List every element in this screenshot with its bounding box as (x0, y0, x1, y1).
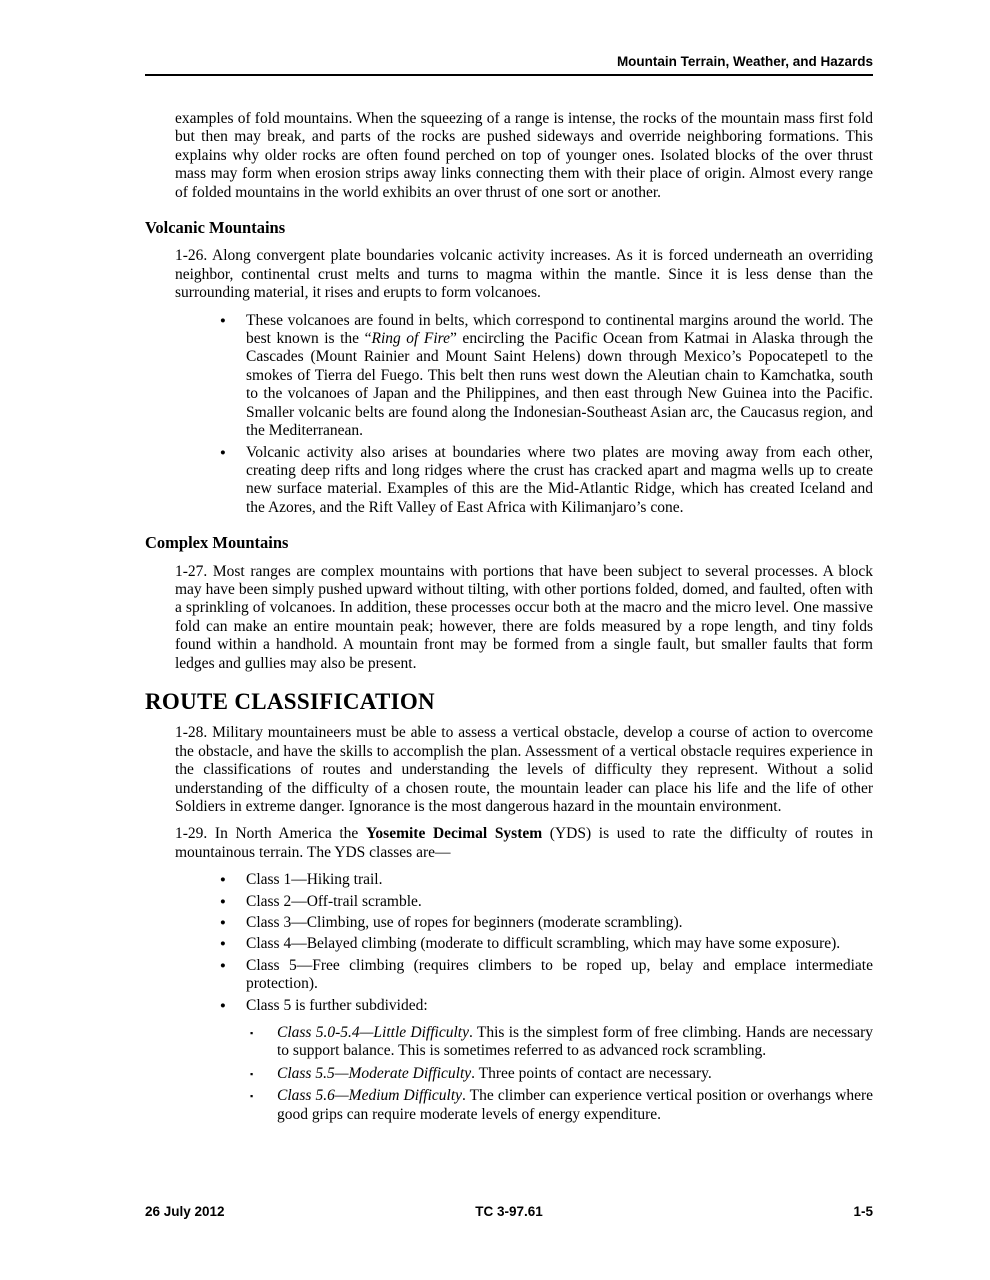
paragraph-1-26: 1-26. Along convergent plate boundaries volcanic activity increases. As it is forced underneath an overriding neighbor, continental crust melts and turns to magma within the mantle. Since it is less dense than the surrounding material, it rises and erupts to form volcanoes. (175, 247, 873, 302)
text-segment: ” encircling the Pacific Ocean from Katmai in Alaska through the Cascades (Mount Rainier and Mount Saint Helens) down through Mexico’s Popocatepetl to the smokes of Tierra del Fuego. This belt then runs west down the Aleutian chain to Kamchatka, south to the volcanoes of Japan and the Philippines, and then east through New Guinea into the Pacific. Smaller volcanic belts are found along the Indonesian-Southeast Asian arc, the Caucasus region, and the Mediterranean. (246, 330, 873, 440)
heading-volcanic-mountains: Volcanic Mountains (145, 218, 286, 238)
list-item-class-5 (220, 957, 873, 994)
list-item-rift-valleys (220, 444, 873, 518)
square-bullet-icon: ▪ (250, 1028, 254, 1039)
text-segment-italic: Class 5.6—Medium Difficulty (277, 1087, 463, 1105)
text-segment: These volcanoes are found in belts, which correspond to continental margins around the world. The best known is the “ (246, 311, 873, 348)
list-item-text (277, 1024, 873, 1061)
header-title: Mountain Terrain, Weather, and Hazards (616, 54, 873, 69)
list-item-text: Class 2—Off-trail scramble. (246, 892, 422, 910)
list-item-class-1 (220, 871, 873, 889)
round-bullet-icon: ● (220, 875, 226, 886)
heading-route-classification: ROUTE CLASSIFICATION (145, 688, 435, 714)
paragraph-1-28: 1-28. Military mountaineers must be able to assess a vertical obstacle, develop a course of action to overcome the obstacle, and have the skills to accomplish the plan. Assessment of a vertical obstacle requires experience in the classifications of routes and understanding the levels of difficulty they represent. Without a solid understanding of the difficulty of a chosen route, the mountain leader can place his life and the life of other Soldiers in extreme danger. Ignorance is the most dangerous hazard in the mountain environment. (175, 724, 873, 815)
sublist-item-class-5-6 (250, 1087, 873, 1124)
list-item-text: Class 5—Free climbing (requires climbers to be roped up, belay and emplace intermediate protection). (246, 956, 873, 993)
paragraph-1-27: 1-27. Most ranges are complex mountains with portions that have been subject to several processes. A block may have been simply pushed upward without tilting, with other portions folded, domed, and faulted, often with a sprinkling of volcanoes. In addition, these processes occur both at the macro and the micro level. One massive fold can make an entire mountain peak; however, there are folds measured by a rope length, and tiny folds found within a handhold. A mountain front may be formed from a single fault, but smaller faults that form ledges and gullies may also be present. (175, 562, 873, 672)
list-item-text: Class 4—Belayed climbing (moderate to difficult scrambling, which may have some exposure). (246, 935, 841, 953)
round-bullet-icon: ● (220, 939, 226, 950)
text-segment-italic: Ring of Fire (371, 330, 451, 348)
sublist-item-class-5-0-5-4 (250, 1024, 873, 1061)
paragraph-fold-mountains: examples of fold mountains. When the squeezing of a range is intense, the rocks of the mountain mass first fold but then may break, and parts of the rocks are pushed sideways and override neighboring formations. This explains why older rocks are often found perched on top of younger ones. Isolated blocks of the over thrust mass may form when erosion strips away links connecting them with their place of origin. Almost every range of folded mountains in the world exhibits an over thrust of one sort or another. (175, 110, 873, 201)
page-header (145, 54, 873, 76)
list-item-text: Volcanic activity also arises at boundaries where two plates are moving away from each other, creating deep rifts and long ridges where the crust has cracked apart and magma wells up to create new surface material. Examples of this are the Mid-Atlantic Ridge, which has created Iceland and the Azores, and the Rift Valley of East Africa with Kilimanjaro’s cone. (246, 443, 873, 516)
list-item-text (246, 312, 873, 441)
text-segment-bold: Yosemite Decimal System (365, 825, 543, 843)
round-bullet-icon: ● (220, 447, 226, 458)
footer-page-number: 1-5 (853, 1204, 873, 1219)
text-segment: (YDS) is used to rate the difficulty of routes in mountainous terrain. The YDS classes are— (175, 825, 873, 861)
list-item-ring-of-fire (220, 312, 873, 441)
list-item-text (277, 1087, 873, 1124)
text-segment: . The climber can experience vertical position or overhangs where good grips can require moderate levels of energy expenditure. (277, 1087, 874, 1123)
footer-doc-number: TC 3-97.61 (475, 1204, 543, 1219)
round-bullet-icon: ● (220, 315, 226, 326)
list-item-text (277, 1065, 873, 1083)
text-segment-italic: Class 5.5—Moderate Difficulty (277, 1064, 472, 1082)
list-item-class-4 (220, 935, 873, 953)
heading-complex-mountains: Complex Mountains (145, 533, 289, 553)
list-item-text: Class 5 is further subdivided: (246, 996, 428, 1014)
round-bullet-icon: ● (220, 1000, 226, 1011)
square-bullet-icon: ▪ (250, 1091, 254, 1102)
text-segment-italic: Class 5.0-5.4—Little Difficulty (277, 1024, 469, 1042)
square-bullet-icon: ▪ (250, 1068, 254, 1079)
list-item-class-3 (220, 914, 873, 932)
page-content (145, 110, 873, 1128)
sublist-item-class-5-5 (250, 1065, 873, 1083)
text-segment: . Three points of contact are necessary. (471, 1064, 712, 1082)
round-bullet-icon: ● (220, 896, 226, 907)
text-segment: 1-29. In North America the (175, 825, 366, 843)
list-item-text: Class 3—Climbing, use of ropes for beginners (moderate scrambling). (246, 914, 683, 932)
list-item-text: Class 1—Hiking trail. (246, 871, 383, 889)
text-segment: . This is the simplest form of free climbing. Hands are necessary to support balance. This is sometimes referred to as advanced rock scrambling. (277, 1024, 873, 1060)
footer-date: 26 July 2012 (145, 1204, 225, 1219)
list-item-class-5-subdivided (220, 997, 873, 1015)
round-bullet-icon: ● (220, 918, 226, 929)
paragraph-1-29 (175, 825, 873, 862)
list-item-class-2 (220, 893, 873, 911)
round-bullet-icon: ● (220, 960, 226, 971)
